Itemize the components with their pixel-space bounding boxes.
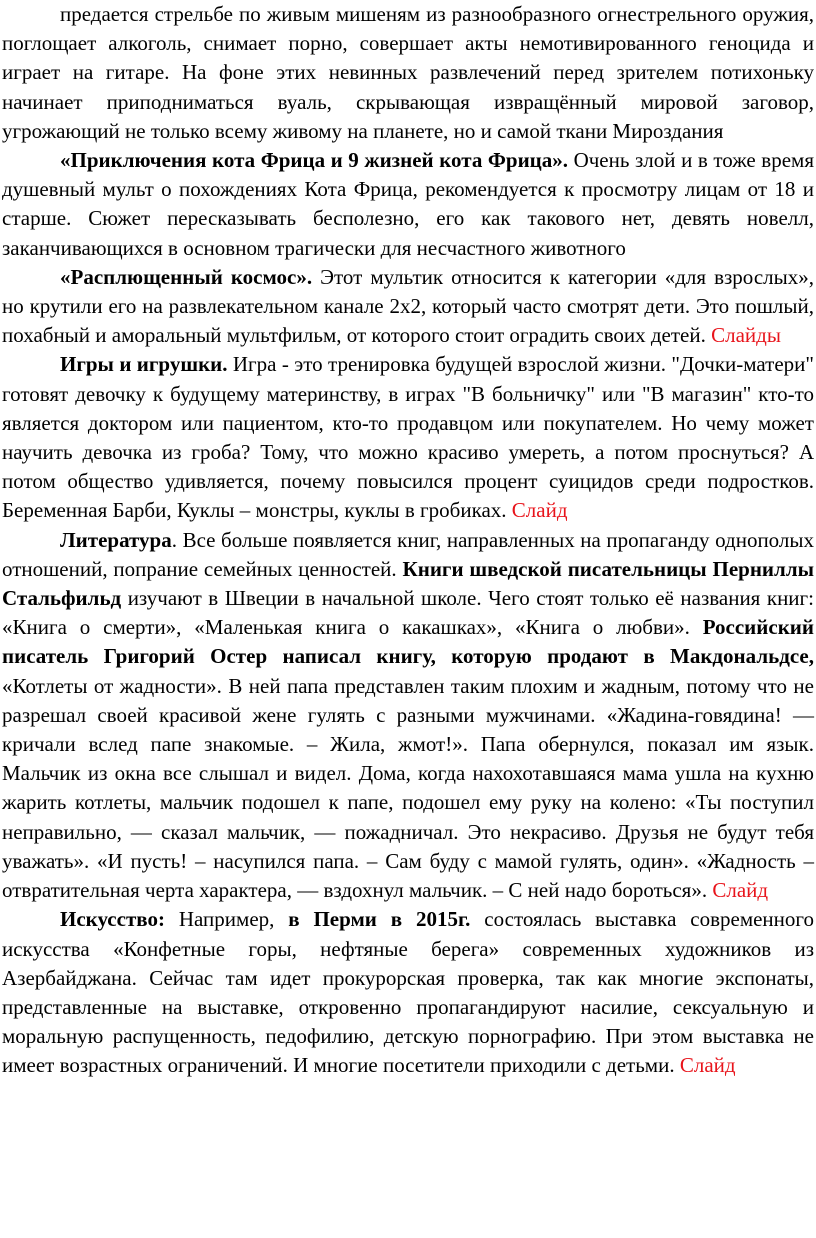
section-title-art: Искусство: xyxy=(60,907,165,932)
slide-link[interactable]: Слайд xyxy=(679,1053,736,1078)
paragraph-text: изучают в Швеции в начальной школе. Чего стоят только её названия книг: «Книга о смерти», «Маленькая книга о какашках», «Книга о любви». xyxy=(2,586,814,640)
paragraph-flattened-space xyxy=(2,263,814,351)
paragraph-art xyxy=(2,905,814,1080)
paragraph-text: состоялась выставка современного искусства «Конфетные горы, нефтяные берега» современных художников из Азербайджана. Сейчас там идет прокурорская проверка, так как многие экспонаты, представленные на выставке, откровенно пропагандируют насилие, сексуальную и моральную распущенность, педофилию, детскую порнографию. При этом выставка не имеет возрастных ограничений. И многие посетители приходили с детьми. xyxy=(2,907,814,1078)
paragraph-text: предается стрельбе по живым мишеням из разнообразного огнестрельного оружия, поглощает алкоголь, снимает порно, совершает акты немотивированного геноцида и играет на гитаре. На фоне этих невинных развлечений перед зрителем потихоньку начинает приподниматься вуаль, скрывающая извращённый мировой заговор, угрожающий не только всему живому на планете, но и самой ткани Мироздания xyxy=(2,2,814,143)
paragraph-text: Игра - это тренировка будущей взрослой жизни. "Дочки-матери" готовят девочку к будущему материнству, в играх "В больничку" или "В магазин" кто-то является доктором или пациентом, кто-то продавцом или покупателем. Но чему может научить девочка из гроба? Тому, что можно красиво умереть, а потом проснуться? А потом общество удивляется, почему повысился процент суицидов среди подростков. Беременная Барби, Куклы – монстры, куклы в гробиках. xyxy=(2,352,814,523)
section-title-games: Игры и игрушки. xyxy=(60,352,228,377)
document-page xyxy=(2,0,814,1081)
slides-link[interactable]: Слайды xyxy=(711,323,781,348)
paragraph-text: Этот мультик относится к категории «для взрослых», но крутили его на развлекательном канале 2х2, который часто смотрят дети. Это пошлый, похабный и аморальный мультфильм, от которого стоит оградить своих детей. xyxy=(2,264,814,348)
paragraph-text: Очень злой и в тоже время душевный мульт о похождениях Кота Фрица, рекомендуется к просмотру лицам от 18 и старше. Сюжет пересказывать бесполезно, его как такового нет, девять новелл, заканчивающихся в основном трагически для несчастного животного xyxy=(2,148,814,260)
section-title-literature: Литература xyxy=(60,527,172,552)
slide-link[interactable]: Слайд xyxy=(712,878,769,903)
paragraph-film-description xyxy=(2,0,814,146)
paragraph-text: . Все больше появляется книг, направленных на пропаганду однополых отношений, попрание семейных ценностей. xyxy=(2,527,814,581)
paragraph-text: «Котлеты от жадности». В ней папа представлен таким плохим и жадным, потому что не разрешал своей красивой жене гулять с разными мужчинами. «Жадина-говядина! — кричали вслед папе знакомые. – Жила, жмот!». Папа обернулся, показал им язык. Мальчик из окна все слышал и видел. Дома, когда нахохотавшаяся мама ушла на кухню жарить котлеты, мальчик подошел к папе, подошел ему руку на колено: «Ты поступил неправильно, — сказал мальчик, — пожадничал. Это некрасиво. Друзья не будут тебя уважать». «И пусть! – насупился папа. – Сам буду с мамой гулять, один». «Жадность – отвратительная черта характера, — вздохнул мальчик. – С ней надо бороться». xyxy=(2,673,814,903)
bold-phrase-oster: Российский писатель Григорий Остер написал книгу, которую продают в Макдональдсе, xyxy=(2,615,814,669)
slide-link[interactable]: Слайд xyxy=(511,498,568,523)
bold-phrase-swedish-writer: Книги шведской писательницы Перниллы Стальфильд xyxy=(2,556,814,611)
section-title-fritz: «Приключения кота Фрица и 9 жизней кота Фрица». xyxy=(60,148,569,173)
paragraph-text: Например, xyxy=(164,907,289,932)
paragraph-fritz-the-cat xyxy=(2,146,814,263)
section-title-flattened-space: «Расплющенный космос». xyxy=(60,264,313,289)
bold-phrase-perm: в Перми в 2015г. xyxy=(288,907,471,932)
paragraph-games-and-toys xyxy=(2,350,814,525)
paragraph-literature xyxy=(2,526,814,906)
